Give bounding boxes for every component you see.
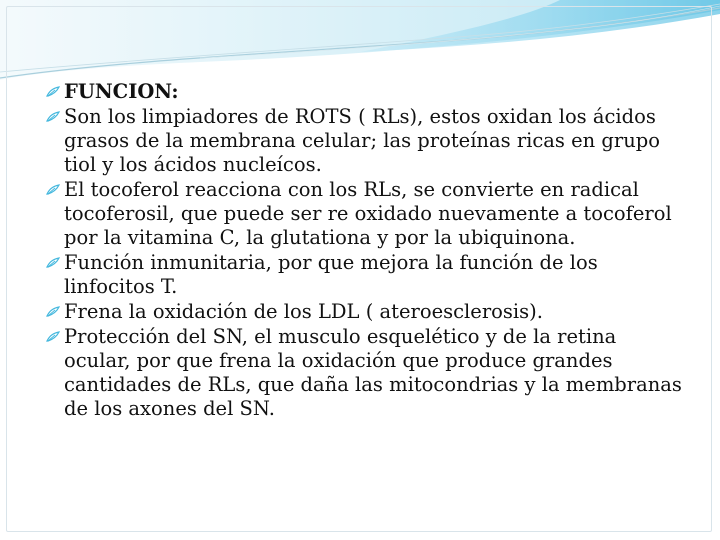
- bullet-text: Función inmunitaria, por que mejora la función de los linfocitos T.: [64, 251, 598, 298]
- feather-bullet-icon: [46, 331, 60, 343]
- bullet-item: [44, 105, 684, 177]
- feather-bullet-icon: [46, 184, 60, 196]
- bullet-text: FUNCION:: [64, 80, 179, 103]
- bullet-text: Protección del SN, el musculo esquelético y de la retina ocular, por que frena la oxidación que produce grandes cantidades de RLs, que daña las mitocondrias y la membranas de los axones del SN.: [64, 325, 682, 420]
- bullet-list: [44, 80, 684, 422]
- feather-bullet-icon: [46, 111, 60, 123]
- feather-bullet-icon: [46, 86, 60, 98]
- bullet-item: [44, 251, 684, 299]
- bullet-item: [44, 300, 684, 324]
- bullet-item: [44, 80, 684, 104]
- bullet-item: [44, 325, 684, 421]
- feather-bullet-icon: [46, 257, 60, 269]
- bullet-text: Frena la oxidación de los LDL ( ateroesclerosis).: [64, 300, 543, 323]
- bullet-text: El tocoferol reacciona con los RLs, se convierte en radical tocoferosil, que puede ser re oxidado nuevamente a tocoferol por la vitamina C, la glutationa y por la ubiquinona.: [64, 178, 672, 249]
- feather-bullet-icon: [46, 306, 60, 318]
- bullet-item: [44, 178, 684, 250]
- bullet-text: Son los limpiadores de ROTS ( RLs), estos oxidan los ácidos grasos de la membrana celular; las proteínas ricas en grupo tiol y los ácidos nucleícos.: [64, 105, 661, 176]
